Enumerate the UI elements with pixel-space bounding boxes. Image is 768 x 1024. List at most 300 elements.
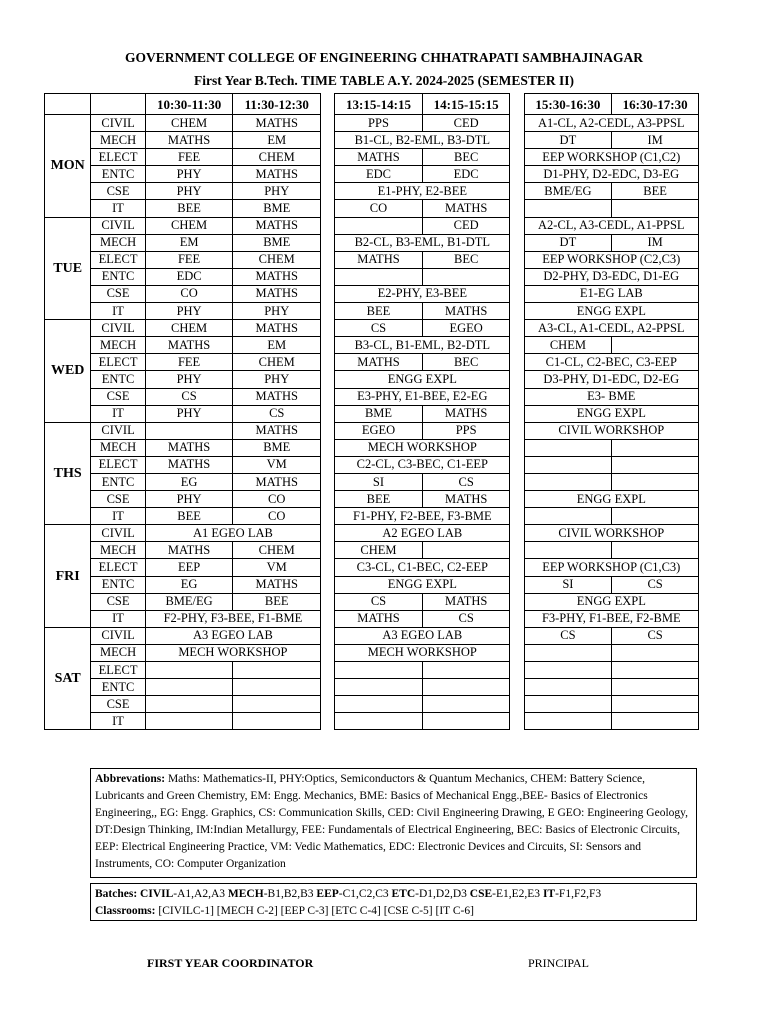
break-gap	[321, 320, 335, 337]
break-gap	[510, 166, 524, 183]
slot-cell	[233, 713, 321, 730]
slot-cell: CS	[612, 576, 699, 593]
slot-cell: EM	[233, 132, 321, 149]
slot-cell	[145, 422, 233, 439]
break-gap	[510, 149, 524, 166]
slot-cell	[233, 696, 321, 713]
break-gap	[510, 593, 524, 610]
slot-cell: MATHS	[233, 388, 321, 405]
slot-cell: DT	[524, 132, 612, 149]
break-gap	[510, 94, 524, 115]
slot-cell	[524, 542, 612, 559]
break-gap	[321, 132, 335, 149]
slot-cell	[524, 508, 612, 525]
break-gap	[321, 627, 335, 644]
merged-slot-cell: E3- BME	[524, 388, 698, 405]
slot-cell: EGEO	[335, 422, 423, 439]
break-gap	[321, 713, 335, 730]
slot-cell: CS	[422, 473, 510, 490]
merged-slot-cell: ENGG EXPL	[524, 303, 698, 320]
slot-cell: MATHS	[233, 473, 321, 490]
slot-cell	[612, 662, 699, 679]
break-gap	[321, 388, 335, 405]
slot-cell	[145, 696, 233, 713]
merged-slot-cell: C3-CL, C1-BEC, C2-EEP	[335, 559, 510, 576]
slot-cell	[524, 456, 612, 473]
branch-label: CIVIL	[91, 115, 145, 132]
slot-cell	[524, 679, 612, 696]
branch-label: CIVIL	[91, 217, 145, 234]
header-row	[45, 94, 699, 115]
day-label: FRI	[45, 525, 91, 628]
slot-cell: MATHS	[233, 576, 321, 593]
slot-cell: MATHS	[335, 354, 423, 371]
break-gap	[510, 627, 524, 644]
slot-cell: BME/EG	[524, 183, 612, 200]
merged-slot-cell: D1-PHY, D2-EDC, D3-EG	[524, 166, 698, 183]
slot-cell: BEE	[335, 303, 423, 320]
slot-cell: PHY	[233, 303, 321, 320]
slot-header: 15:30-16:30	[524, 94, 612, 115]
slot-cell	[612, 713, 699, 730]
break-gap	[510, 576, 524, 593]
branch-label: CIVIL	[91, 627, 145, 644]
slot-cell: BEE	[335, 491, 423, 508]
merged-slot-cell: E1-EG LAB	[524, 285, 698, 302]
table-row	[45, 217, 699, 234]
batch-list: -F1,F2,F3	[555, 888, 602, 900]
day-label: WED	[45, 320, 91, 423]
merged-slot-cell: ENGG EXPL	[524, 405, 698, 422]
merged-slot-cell: F1-PHY, F2-BEE, F3-BME	[335, 508, 510, 525]
slot-cell	[422, 713, 510, 730]
break-gap	[510, 320, 524, 337]
branch-label: CSE	[91, 491, 145, 508]
merged-slot-cell: F3-PHY, F1-BEE, F2-BME	[524, 610, 698, 627]
slot-cell: PPS	[335, 115, 423, 132]
break-gap	[510, 713, 524, 730]
slot-cell: EM	[233, 337, 321, 354]
slot-cell: EDC	[335, 166, 423, 183]
merged-slot-cell: ENGG EXPL	[335, 371, 510, 388]
classrooms-line	[95, 903, 692, 920]
branch-label: ENTC	[91, 268, 145, 285]
break-gap	[321, 303, 335, 320]
slot-cell: MATHS	[422, 200, 510, 217]
break-gap	[321, 166, 335, 183]
slot-cell: CHEM	[233, 354, 321, 371]
table-row	[45, 183, 699, 200]
break-gap	[510, 559, 524, 576]
merged-slot-cell: A2-CL, A3-CEDL, A1-PPSL	[524, 217, 698, 234]
slot-cell: CO	[233, 508, 321, 525]
slot-cell: MATHS	[145, 456, 233, 473]
slot-cell: VM	[233, 559, 321, 576]
slot-cell: MATHS	[145, 542, 233, 559]
slot-cell	[335, 217, 423, 234]
table-row	[45, 405, 699, 422]
branch-label: IT	[91, 610, 145, 627]
branch-label: MECH	[91, 337, 145, 354]
table-row	[45, 456, 699, 473]
table-row	[45, 115, 699, 132]
slot-cell: CHEM	[335, 542, 423, 559]
slot-cell	[612, 542, 699, 559]
table-row	[45, 576, 699, 593]
merged-slot-cell: ENGG EXPL	[524, 491, 698, 508]
branch-label: ENTC	[91, 473, 145, 490]
slot-cell	[335, 679, 423, 696]
batch-branch: EEP	[316, 888, 339, 900]
slot-cell: CS	[335, 593, 423, 610]
slot-cell	[612, 337, 699, 354]
principal-signature: PRINCIPAL	[528, 956, 589, 970]
table-row	[45, 422, 699, 439]
branch-label: MECH	[91, 644, 145, 661]
merged-slot-cell: C2-CL, C3-BEC, C1-EEP	[335, 456, 510, 473]
slot-cell	[335, 268, 423, 285]
merged-slot-cell: E1-PHY, E2-BEE	[335, 183, 510, 200]
break-gap	[321, 285, 335, 302]
day-label: TUE	[45, 217, 91, 320]
branch-label: CIVIL	[91, 422, 145, 439]
merged-slot-cell: A3-CL, A1-CEDL, A2-PPSL	[524, 320, 698, 337]
slot-cell: MATHS	[145, 439, 233, 456]
slot-cell	[233, 679, 321, 696]
slot-cell: FEE	[145, 149, 233, 166]
merged-slot-cell: EEP WORKSHOP (C1,C3)	[524, 559, 698, 576]
table-row	[45, 559, 699, 576]
break-gap	[321, 644, 335, 661]
break-gap	[321, 149, 335, 166]
slot-cell: EG	[145, 576, 233, 593]
table-row	[45, 320, 699, 337]
table-row	[45, 234, 699, 251]
table-row	[45, 371, 699, 388]
slot-cell	[524, 696, 612, 713]
slot-cell: EM	[145, 234, 233, 251]
branch-label: ENTC	[91, 166, 145, 183]
break-gap	[321, 251, 335, 268]
slot-cell: MATHS	[233, 285, 321, 302]
slot-cell	[422, 696, 510, 713]
slot-cell	[612, 456, 699, 473]
slot-cell	[145, 713, 233, 730]
branch-label: MECH	[91, 234, 145, 251]
branch-label: IT	[91, 405, 145, 422]
slot-cell: BEC	[422, 149, 510, 166]
break-gap	[321, 542, 335, 559]
branch-label: IT	[91, 713, 145, 730]
merged-slot-cell: B3-CL, B1-EML, B2-DTL	[335, 337, 510, 354]
slot-cell	[524, 473, 612, 490]
table-row	[45, 285, 699, 302]
slot-cell	[612, 439, 699, 456]
break-gap	[321, 576, 335, 593]
break-gap	[321, 354, 335, 371]
table-row	[45, 593, 699, 610]
branch-label: ENTC	[91, 679, 145, 696]
merged-slot-cell: MECH WORKSHOP	[335, 439, 510, 456]
batch-branch: ETC	[391, 888, 416, 900]
break-gap	[321, 696, 335, 713]
table-row	[45, 473, 699, 490]
slot-cell: BEC	[422, 354, 510, 371]
break-gap	[321, 337, 335, 354]
slot-cell	[335, 713, 423, 730]
slot-cell: MATHS	[422, 303, 510, 320]
slot-cell: BME/EG	[145, 593, 233, 610]
table-row	[45, 354, 699, 371]
slot-cell: CS	[612, 627, 699, 644]
merged-slot-cell: MECH WORKSHOP	[145, 644, 320, 661]
merged-slot-cell: A1 EGEO LAB	[145, 525, 320, 542]
abbreviations-label: Abbrevations:	[95, 773, 166, 785]
slot-cell: CHEM	[145, 320, 233, 337]
batches-line	[95, 886, 692, 903]
slot-cell: BME	[233, 200, 321, 217]
batches-box	[90, 883, 697, 921]
break-gap	[321, 559, 335, 576]
break-gap	[321, 200, 335, 217]
slot-cell	[612, 696, 699, 713]
slot-cell: MATHS	[335, 149, 423, 166]
branch-label: CIVIL	[91, 320, 145, 337]
batch-branch: CSE	[469, 888, 493, 900]
break-gap	[510, 542, 524, 559]
slot-cell	[524, 439, 612, 456]
slot-cell	[524, 200, 612, 217]
timetable-subtitle: First Year B.Tech. TIME TABLE A.Y. 2024-2025 (SEMESTER II)	[193, 73, 575, 88]
slot-header: 11:30-12:30	[233, 94, 321, 115]
merged-slot-cell: A2 EGEO LAB	[335, 525, 510, 542]
break-gap	[321, 422, 335, 439]
break-gap	[510, 115, 524, 132]
table-row	[45, 388, 699, 405]
slot-header: 16:30-17:30	[612, 94, 699, 115]
break-gap	[510, 234, 524, 251]
branch-label: ELECT	[91, 354, 145, 371]
table-row	[45, 679, 699, 696]
slot-cell: CS	[422, 610, 510, 627]
branch-label: ELECT	[91, 149, 145, 166]
break-gap	[510, 183, 524, 200]
slot-cell	[422, 662, 510, 679]
merged-slot-cell: B2-CL, B3-EML, B1-DTL	[335, 234, 510, 251]
slot-cell: CO	[233, 491, 321, 508]
slot-cell: MATHS	[233, 268, 321, 285]
table-row	[45, 491, 699, 508]
slot-cell: CHEM	[233, 149, 321, 166]
table-row	[45, 644, 699, 661]
classrooms-text: [CIVILC-1] [MECH C-2] [EEP C-3] [ETC C-4] [CSE C-5] [IT C-6]	[155, 905, 474, 917]
slot-cell: PHY	[145, 166, 233, 183]
slot-cell	[145, 662, 233, 679]
slot-cell: CHEM	[145, 115, 233, 132]
break-gap	[510, 491, 524, 508]
break-gap	[510, 696, 524, 713]
merged-slot-cell: EEP WORKSHOP (C1,C2)	[524, 149, 698, 166]
day-label: THS	[45, 422, 91, 525]
slot-cell: BEE	[612, 183, 699, 200]
slot-cell	[524, 662, 612, 679]
slot-cell: SI	[335, 473, 423, 490]
break-gap	[321, 491, 335, 508]
classrooms-label: Classrooms:	[95, 905, 156, 917]
slot-cell: EGEO	[422, 320, 510, 337]
slot-cell	[145, 679, 233, 696]
slot-header: 13:15-14:15	[335, 94, 423, 115]
timetable-grid	[44, 93, 699, 730]
branch-label: CSE	[91, 593, 145, 610]
batches-label: Batches:	[95, 888, 138, 900]
table-row	[45, 439, 699, 456]
merged-slot-cell: ENGG EXPL	[524, 593, 698, 610]
slot-cell: BEE	[233, 593, 321, 610]
merged-slot-cell: CIVIL WORKSHOP	[524, 525, 698, 542]
slot-cell: CHEM	[524, 337, 612, 354]
table-row	[45, 508, 699, 525]
slot-cell: EDC	[422, 166, 510, 183]
break-gap	[321, 525, 335, 542]
branch-label: MECH	[91, 542, 145, 559]
slot-cell: PHY	[145, 303, 233, 320]
slot-cell: DT	[524, 234, 612, 251]
break-gap	[321, 456, 335, 473]
batch-list: -D1,D2,D3	[415, 888, 470, 900]
table-row	[45, 610, 699, 627]
break-gap	[510, 644, 524, 661]
slot-cell: MATHS	[233, 320, 321, 337]
branch-label: CSE	[91, 183, 145, 200]
break-gap	[510, 337, 524, 354]
slot-cell: BME	[233, 439, 321, 456]
slot-cell: MATHS	[335, 251, 423, 268]
slot-cell	[335, 696, 423, 713]
branch-label: CSE	[91, 388, 145, 405]
slot-cell: CO	[145, 285, 233, 302]
slot-cell: BEE	[145, 200, 233, 217]
branch-label: IT	[91, 200, 145, 217]
break-gap	[510, 439, 524, 456]
slot-cell: CS	[335, 320, 423, 337]
branch-label: MECH	[91, 132, 145, 149]
merged-slot-cell: E2-PHY, E3-BEE	[335, 285, 510, 302]
slot-cell	[612, 200, 699, 217]
break-gap	[510, 132, 524, 149]
slot-cell: CHEM	[145, 217, 233, 234]
table-row	[45, 627, 699, 644]
slot-cell: EG	[145, 473, 233, 490]
slot-cell: IM	[612, 234, 699, 251]
branch-label: ELECT	[91, 251, 145, 268]
slot-cell	[524, 644, 612, 661]
break-gap	[510, 285, 524, 302]
abbreviations-box	[90, 768, 697, 878]
merged-slot-cell: D2-PHY, D3-EDC, D1-EG	[524, 268, 698, 285]
break-gap	[321, 115, 335, 132]
branch-label: ENTC	[91, 576, 145, 593]
slot-cell	[233, 662, 321, 679]
table-row	[45, 268, 699, 285]
slot-cell: BEC	[422, 251, 510, 268]
table-row	[45, 713, 699, 730]
batch-list: -B1,B2,B3	[263, 888, 317, 900]
break-gap	[321, 183, 335, 200]
slot-cell: VM	[233, 456, 321, 473]
slot-cell	[612, 508, 699, 525]
day-label: MON	[45, 115, 91, 218]
break-gap	[321, 94, 335, 115]
slot-cell: PHY	[233, 371, 321, 388]
day-label: SAT	[45, 627, 91, 730]
branch-label: IT	[91, 508, 145, 525]
slot-cell: CHEM	[233, 251, 321, 268]
break-gap	[510, 268, 524, 285]
break-gap	[510, 200, 524, 217]
table-row	[45, 542, 699, 559]
merged-slot-cell: D3-PHY, D1-EDC, D2-EG	[524, 371, 698, 388]
batch-branch: IT	[542, 888, 556, 900]
break-gap	[321, 234, 335, 251]
table-row	[45, 303, 699, 320]
branch-label: CSE	[91, 696, 145, 713]
branch-header-cell	[91, 94, 145, 115]
break-gap	[510, 388, 524, 405]
slot-cell: PHY	[145, 491, 233, 508]
slot-cell: PHY	[233, 183, 321, 200]
break-gap	[510, 508, 524, 525]
branch-label: CIVIL	[91, 525, 145, 542]
merged-slot-cell: E3-PHY, E1-BEE, E2-EG	[335, 388, 510, 405]
table-row	[45, 696, 699, 713]
slot-cell	[422, 542, 510, 559]
break-gap	[321, 473, 335, 490]
merged-slot-cell: C1-CL, C2-BEC, C3-EEP	[524, 354, 698, 371]
slot-cell	[612, 473, 699, 490]
table-row	[45, 525, 699, 542]
slot-header: 10:30-11:30	[145, 94, 233, 115]
abbreviations-text: Maths: Mathematics-II, PHY:Optics, Semiconductors & Quantum Mechanics, CHEM: Battery Science, Lubricants and Green Chemistry, EM: Engg. Mechanics, BME: Basics of Mechanical Engg.,BEE- Basics of Electronics Engineering,, EG: Engg. Graphics, CS: Communication Skills, CED: Civil Engineering Drawing, E GEO: Engineering Geology, DT:Design Thinking, IM:Indian Metallurgy, FEE: Fundamentals of Electrical Engineering, BEC: Basics of Electronic Circuits, EEP: Electrical Engineering Practice, VM: Vedic Mathematics, EDC: Electronic Devices and Circuits, SI: Sensors and Instruments, CO: Computer Organization	[95, 773, 689, 870]
slot-cell: MATHS	[422, 593, 510, 610]
break-gap	[321, 508, 335, 525]
break-gap	[510, 405, 524, 422]
table-row	[45, 149, 699, 166]
slot-header: 14:15-15:15	[422, 94, 510, 115]
batch-branch: CIVIL	[140, 888, 174, 900]
slot-cell: MATHS	[422, 405, 510, 422]
break-gap	[510, 422, 524, 439]
slot-cell: EDC	[145, 268, 233, 285]
merged-slot-cell: A3 EGEO LAB	[145, 627, 320, 644]
break-gap	[510, 456, 524, 473]
break-gap	[510, 371, 524, 388]
table-row	[45, 251, 699, 268]
break-gap	[510, 217, 524, 234]
table-row	[45, 132, 699, 149]
slot-cell: CS	[145, 388, 233, 405]
batch-list: -E1,E2,E3	[492, 888, 543, 900]
slot-cell: BME	[335, 405, 423, 422]
table-row	[45, 662, 699, 679]
slot-cell: FEE	[145, 354, 233, 371]
break-gap	[510, 354, 524, 371]
table-row	[45, 337, 699, 354]
break-gap	[510, 251, 524, 268]
break-gap	[510, 610, 524, 627]
table-row	[45, 166, 699, 183]
break-gap	[321, 610, 335, 627]
